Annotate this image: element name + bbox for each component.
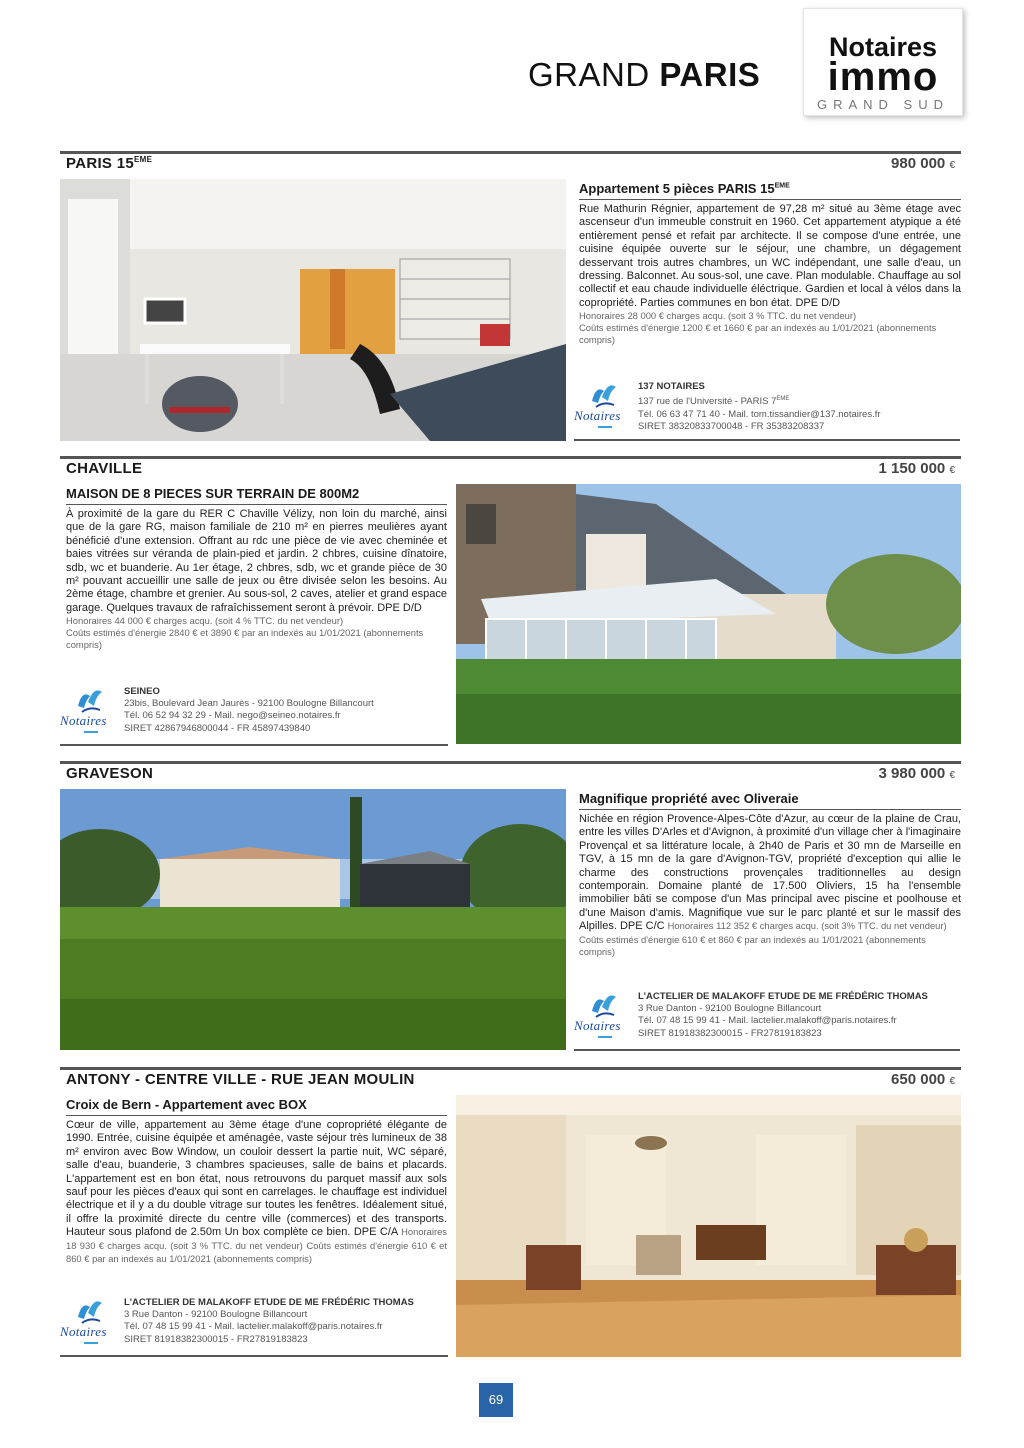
listing-divider [60,456,961,459]
listing-fees: Honoraires 44 000 € charges acqu. (soit 4 % TTC. du net vendeur) [66,615,344,627]
section-title [528,56,760,96]
notary-info [124,686,374,735]
notary-block [60,1293,448,1357]
listing-description [66,1095,447,1266]
listing-description [579,789,961,958]
notary-contact[interactable]: Tél. 06 52 94 32 29 - Mail. nego@seineo.notaires.fr [124,710,341,722]
birds-icon [74,684,106,714]
listing-energy: Coûts estimés d'énergie 610 € et 860 € par an indexés au 1/01/2021 (abonnements compris) [66,1239,447,1265]
listing-location: PARIS 15EME [66,155,153,172]
notary-contact[interactable]: Tél. 07 48 15 99 41 - Mail. lactelier.malakoff@paris.notaires.fr [124,1321,383,1333]
brand-logo-line2: immo [827,55,939,99]
notary-info [638,991,928,1040]
listing-subtitle: Magnifique propriété avec Oliveraie [579,789,961,810]
listing-location: ANTONY - CENTRE VILLE - RUE JEAN MOULIN [66,1071,415,1088]
listing-photo-house-garden[interactable] [456,484,961,744]
notary-name: SEINEO [124,686,160,697]
listing-fees: Honoraires 28 000 € charges acqu. (soit 3 % TTC. du net vendeur) [579,310,857,322]
listing-description [579,179,961,346]
listing-fees: Honoraires 112 352 € charges acqu. (soit 3% TTC. du net vendeur) [667,920,947,932]
listing-photo-living-room[interactable] [60,179,566,441]
listing-body: Cœur de ville, appartement au 3ème étage d'une copropriété élégante de 1990. Entrée, cuisine équipée et aménagée, vaste séjour très lumineux de 38 m² environ avec Bow Window, un couloir dessert la partie nuit, WC séparé, salle d'eau, buanderie, 3 chambres spacieuses, salle de bains et placards. L'appartement est en bon état, nous retrouvons du parquet massif aux sols sauf pour les pièces d'eaux qui sont en carrelages. le chauffage est individuel électrique et il y a du double vitrage sur toutes les fenêtres. Idéalement situé, il offre la proximité directe du centre ville (commerces) et des transports. Hauteur sous plafond de 2.50m Un box complète ce bien. DPE C/A Honoraires 18 930 € charges acqu. (soit 3 % TTC. du net vendeur) Coûts estimés d'énergie 610 € et 860 € par an indexés au 1/01/2021 (abonnements compris) [66,1119,447,1265]
listing-photo-provence-estate[interactable] [60,789,566,1050]
section-title-light: GRAND [528,56,650,93]
listing-chaville [60,456,961,746]
listing-body: Nichée en région Provence-Alpes-Côte d'Azur, au cœur de la plaine de Crau, entre les villes D'Arles et d'Avignon, à proximité d'un village cher à l'imaginaire Provençal et sa littérature locale, à 2h40 de Paris et 30 mn de Marseille en TGV, à 15 mn de la gare d'Avignon-TGV, propriété d'exception qui allie le charme des constructions provençales traditionnelles au design contemporain. Domaine planté de 17.500 Oliviers, 15 ha l'ensemble immobilier bâti se compose d'un Mas principal avec piscine et poolhouse et d'une Maison d'amis. Magnifique vue sur le parc planté et sur le massif des Alpilles. DPE C/C Honoraires 112 352 € charges acqu. (soit 3% TTC. du net vendeur) [579,813,961,933]
listing-price: 980 000 € [891,155,955,172]
notary-address: 23bis, Boulevard Jean Jaurès - 92100 Boulogne Billancourt [124,698,374,710]
listing-divider [60,761,961,764]
listing-location: CHAVILLE [66,460,143,477]
notary-contact[interactable]: Tél. 07 48 15 99 41 - Mail. lactelier.malakoff@paris.notaires.fr [638,1015,897,1027]
listing-description [66,484,447,651]
notary-address: 137 rue de l'Université - PARIS 7EME [638,396,790,408]
listing-energy: Coûts estimés d'énergie 1200 € et 1660 € par an indexés au 1/01/2021 (abonnements compris) [579,322,937,346]
notary-block [574,377,960,441]
notaires-logo: Notaires [60,682,122,738]
page-number: 69 [479,1383,513,1417]
listing-body: À proximité de la gare du RER C Chaville Vélizy, non loin du marché, ainsi que de la gare RG, maison familiale de 210 m² en pierres meulières ayant bénéficié d'une extension. Offrant au rdc une pièce de vie avec cheminée et baies vitrées sur véranda de plain-pied et jardin. 2 chbres, cuisine dînatoire, sdb, wc et buanderie. Au 1er étage, 2 chbres, sdb, wc et grande pièce de 30 m² pouvant accueillir une salle de jeux ou être divisée selon les besoins. Au 2ème étage, chambre et grenier. Au sous-sol, 2 caves, atelier et grand espace garage. Quelques travaux de rafraîchissement seront à prévoir. DPE D/D [66,508,447,614]
listing-body: Rue Mathurin Régnier, appartement de 97,28 m² situé au 3ème étage avec ascenseur d'un immeuble construit en 1960. Cet appartement atypique a été entièrement pensé et refait par architecte. Il se compose d'une entrée, une cuisine équipée ouverte sur le séjour, une chambre, un dégagement desservant trois autres chambres, un WC indépendant, une salle d'eau, un dressing. Balconnet. Au sous-sol, une cave. Plan modulable. Chauffage au sol collectif et eau chaude individuelle éléctrique. Gardien et local à vélos dans la copropriété. Parties communes en bon état. DPE D/D [579,203,961,309]
listing-antony [60,1067,961,1359]
notary-siret: SIRET 81918382300015 - FR27819183823 [124,1333,308,1345]
notaires-logo: Notaires [574,987,636,1043]
brand-logo [803,8,963,116]
notaires-logo: Notaires [60,1293,122,1349]
notary-block [60,682,448,746]
listing-divider [60,1067,961,1070]
listing-price: 1 150 000 € [878,460,955,477]
birds-icon [588,989,620,1019]
listing-energy: Coûts estimés d'énergie 610 € et 860 € par an indexés au 1/01/2021 (abonnements compris) [579,933,926,957]
notary-address: 3 Rue Danton - 92100 Boulogne Billancourt [124,1309,308,1321]
notary-siret: SIRET 81918382300015 - FR27819183823 [638,1027,822,1039]
birds-icon [74,1295,106,1325]
listing-price: 650 000 € [891,1071,955,1088]
notary-name: L'ACTELIER DE MALAKOFF ETUDE DE ME FRÉDÉRIC THOMAS [124,1297,414,1308]
notary-info [124,1297,414,1346]
birds-icon [588,379,620,409]
section-title-bold: PARIS [659,56,761,93]
notary-address: 3 Rue Danton - 92100 Boulogne Billancourt [638,1003,822,1015]
notary-name: 137 NOTAIRES [638,381,705,392]
notary-siret: SIRET 38320833700048 - FR 35383208337 [638,420,825,432]
listing-location: GRAVESON [66,765,154,782]
notary-info [638,381,881,433]
brand-logo-line3: GRAND SUD [816,97,949,112]
listing-divider [60,151,961,154]
listing-subtitle: Croix de Bern - Appartement avec BOX [66,1095,447,1116]
listing-subtitle: Appartement 5 pièces PARIS 15EME [579,179,961,200]
listing-graveson [60,761,961,1051]
brand-logo-line1: Notaires [828,32,938,62]
notary-name: L'ACTELIER DE MALAKOFF ETUDE DE ME FRÉDÉRIC THOMAS [638,991,928,1002]
listing-price: 3 980 000 € [878,765,955,782]
notary-contact[interactable]: Tél. 06 63 47 71 40 - Mail. tom.tissandier@137.notaires.fr [638,408,881,420]
listing-energy: Coûts estimés d'énergie 2840 € et 3890 € par an indexés au 1/01/2021 (abonnements compris) [66,627,424,651]
notary-siret: SIRET 42867946800044 - FR 45897439840 [124,722,311,734]
listing-paris15 [60,151,961,443]
listing-fees: Honoraires 18 930 € charges acqu. (soit 3 % TTC. du net vendeur) [66,1226,447,1251]
listing-subtitle: MAISON DE 8 PIECES SUR TERRAIN DE 800M2 [66,484,447,505]
listing-photo-salon[interactable] [456,1095,961,1357]
notary-block [574,987,960,1051]
notaires-logo: Notaires [574,377,636,433]
